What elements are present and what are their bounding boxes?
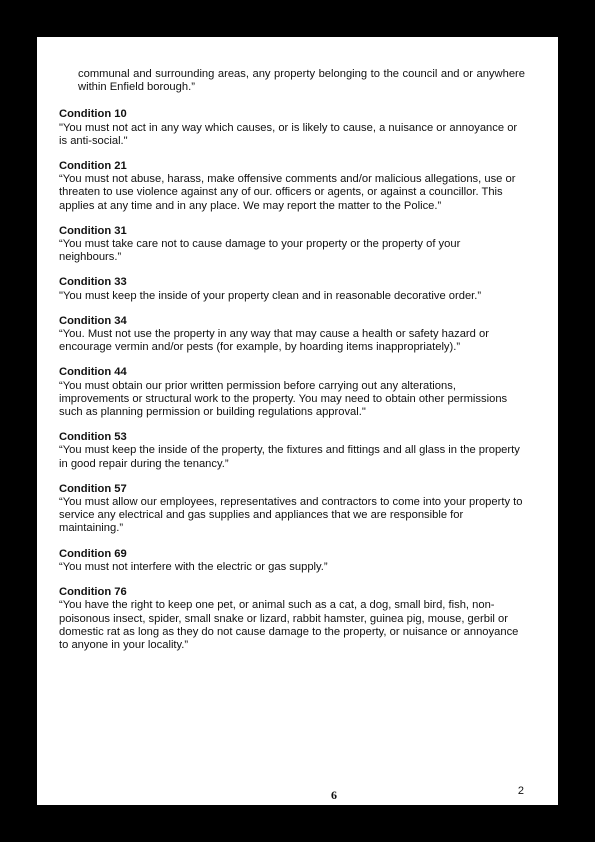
condition-title: Condition 69 [59,547,127,560]
condition-title: Condition 57 [59,482,127,495]
condition-31 [59,225,525,265]
condition-text: “You must keep the inside of the property, the fixtures and fittings and all glass in the property in good repair during the tenancy.” [59,444,520,470]
condition-text: “You must not interfere with the electric or gas supply.” [59,560,328,573]
condition-10 [59,108,525,148]
condition-title: Condition 76 [59,586,127,599]
condition-34 [59,315,525,355]
condition-76 [59,586,525,652]
condition-title: Condition 34 [59,314,127,327]
condition-text: “You have the right to keep one pet, or animal such as a cat, a dog, small bird, fish, non-poisonous insect, spider, small snake or lizard, rabbit hamster, guinea pig, mouse, gerbil or domestic rat as long as they do not cause damage to the property, or nuisance or annoyance to anyone in your locality.” [59,599,519,651]
condition-text: “You. Must not use the property in any way that may cause a health or safety hazard or encourage vermin and/or pests (for example, by hoarding items inappropriately).” [59,328,489,354]
condition-title: Condition 21 [59,160,127,173]
page-number-right: 2 [517,785,524,797]
condition-33 [59,276,525,302]
condition-53 [59,431,525,471]
intro-paragraph: communal and surrounding areas, any property belonging to the council and or anywhere within Enfield borough.” [78,68,525,94]
condition-44 [59,366,525,419]
condition-text: “You must take care not to cause damage to your property or the property of your neighbours.” [59,238,461,264]
condition-title: Condition 53 [59,431,127,444]
condition-title: Condition 44 [59,366,127,379]
condition-57 [59,483,525,536]
condition-title: Condition 31 [59,224,127,237]
document-page [37,37,558,805]
condition-text: “You must allow our employees, representatives and contractors to come into your property to service any electrical and gas supplies and appliances that we are responsible for maintaining.” [59,496,523,535]
condition-text: "You must keep the inside of your property clean and in reasonable decorative order.” [59,289,482,302]
document-body [59,68,525,664]
condition-21 [59,160,525,213]
condition-title: Condition 10 [59,108,127,121]
condition-text: “You must not abuse, harass, make offensive comments and/or malicious allegations, use or threaten to use violence against any of our. officers or agents, or against a councillor. This applies at any time and in any place. We may report the matter to the Police.” [59,173,516,212]
page-number-center: 6 [331,788,337,802]
condition-text: “You must obtain our prior written permission before carrying out any alterations, improvements or structural work to the property. You may need to obtain other permissions such as planning permission or building regulations approval." [59,379,508,419]
condition-69 [59,548,525,574]
condition-title: Condition 33 [59,276,127,289]
condition-text: "You must not act in any way which causes, or is likely to cause, a nuisance or annoyance or is anti-social." [59,121,518,147]
